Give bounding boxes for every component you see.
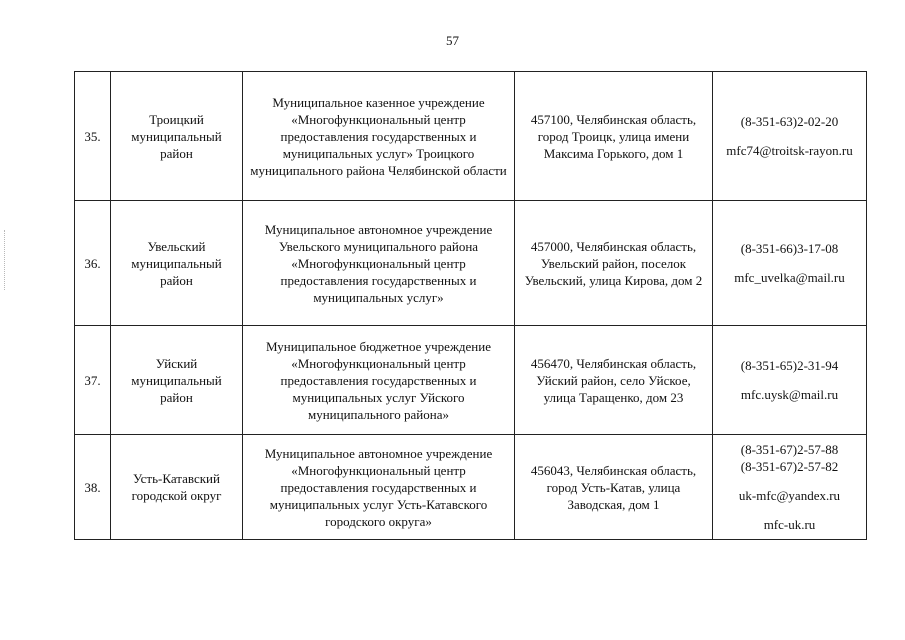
row-number: 36. [75,201,111,326]
contacts [713,326,867,435]
contact-spacer [717,475,862,487]
contacts [713,72,867,201]
organization-name: Муниципальное бюджетное учреждение «Многофункциональный центр предоставления государственных и муниципальных услуг Уйского муниципального района» [243,326,515,435]
table-row [75,72,867,201]
email-address: mfc_uvelka@mail.ru [734,270,845,285]
organization-name: Муниципальное автономное учреждение Увельского муниципального района «Многофункциональный центр предоставления государственных и муниципальных услуг» [243,201,515,326]
scan-margin-marks [4,230,7,290]
row-number: 38. [75,435,111,540]
row-number: 35. [75,72,111,201]
email-address: mfc74@troitsk-rayon.ru [726,143,853,158]
phone-number: (8-351-65)2-31-94 [740,358,839,373]
page-number: 57 [446,33,459,48]
phone-number: (8-351-66)3-17-08 [740,241,839,256]
table-row [75,201,867,326]
mfc-registry-table [74,71,867,540]
address: 457100, Челябинская область, город Троицк, улица имени Максима Горького, дом 1 [515,72,713,201]
contact-spacer [717,257,862,269]
contact-spacer [717,504,862,516]
contact-spacer [717,374,862,386]
district-name: Увельский муниципальный район [111,201,243,326]
phone-number: (8-351-67)2-57-88 [740,442,839,457]
website-address: mfc-uk.ru [763,517,816,532]
contacts [713,435,867,540]
table-row [75,326,867,435]
contact-spacer [717,130,862,142]
district-name: Троицкий муниципальный район [111,72,243,201]
email-address: uk-mfc@yandex.ru [738,488,841,503]
address: 456043, Челябинская область, город Усть-Катав, улица Заводская, дом 1 [515,435,713,540]
phone-number: (8-351-63)2-02-20 [740,114,839,129]
email-address: mfc.uysk@mail.ru [740,387,839,402]
contacts [713,201,867,326]
address: 456470, Челябинская область, Уйский район, село Уйское, улица Таращенко, дом 23 [515,326,713,435]
row-number: 37. [75,326,111,435]
district-name: Усть-Катавский городской округ [111,435,243,540]
table-row [75,435,867,540]
district-name: Уйский муниципальный район [111,326,243,435]
phone-number: (8-351-67)2-57-82 [740,459,839,474]
organization-name: Муниципальное автономное учреждение «Многофункциональный центр предоставления государственных и муниципальных услуг Усть-Катавского городского округа» [243,435,515,540]
organization-name: Муниципальное казенное учреждение «Многофункциональный центр предоставления государственных и муниципальных услуг» Троицкого муниципального района Челябинской области [243,72,515,201]
address: 457000, Челябинская область, Увельский район, поселок Увельский, улица Кирова, дом 2 [515,201,713,326]
